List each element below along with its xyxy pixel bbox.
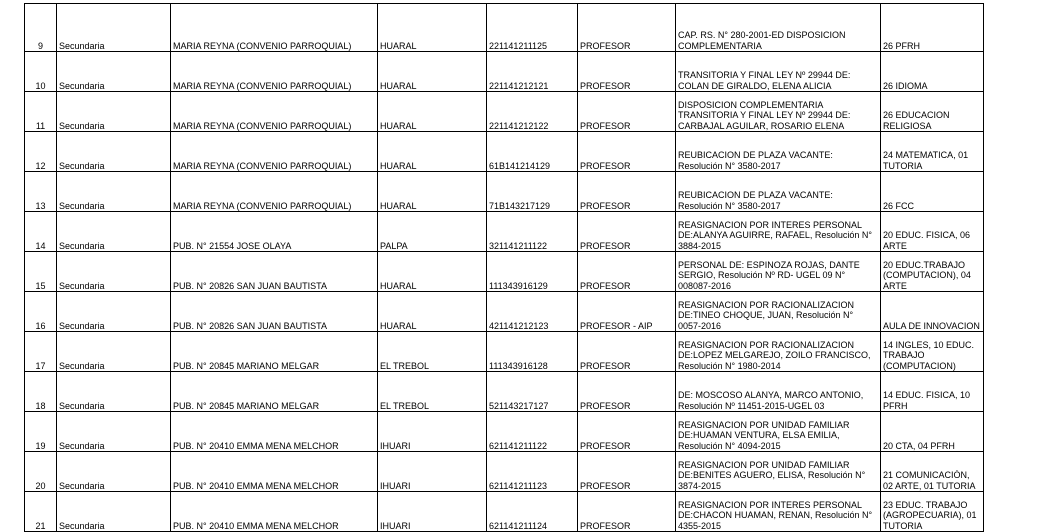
- cell-motivo-text: REASIGNACION POR RACIONALIZACION DE:LOPEZ MELGAREJO, ZOILO FRANCISCO, Resolución N° 1980-2014: [678, 339, 871, 371]
- cell-institucion-text: PUB. N° 20410 EMMA MENA MELCHOR: [173, 520, 339, 531]
- cell-lugar-text: HUARAL: [380, 40, 417, 51]
- cell-cargo: [578, 292, 676, 332]
- cell-codigo-plaza-text: 221141211125: [489, 40, 548, 51]
- cell-number: [25, 332, 57, 372]
- cell-horas-text: 26 FCC: [883, 200, 915, 211]
- cell-horas: [881, 412, 984, 452]
- cell-institucion-text: MARIA REYNA (CONVENIO PARROQUIAL): [173, 80, 352, 91]
- cell-number: [25, 412, 57, 452]
- cell-nivel-text: Secundaria: [59, 440, 105, 451]
- cell-nivel: [57, 52, 171, 92]
- cell-codigo-plaza: [487, 172, 578, 212]
- cell-cargo-text: PROFESOR: [580, 160, 631, 171]
- cell-number: [25, 372, 57, 412]
- cell-nivel-text: Secundaria: [59, 120, 105, 131]
- cell-lugar: [378, 252, 487, 292]
- cell-motivo: [676, 252, 881, 292]
- cell-number: [25, 92, 57, 132]
- cell-codigo-plaza: [487, 412, 578, 452]
- cell-horas: [881, 52, 984, 92]
- cell-horas: [881, 212, 984, 252]
- cell-institucion: [171, 212, 378, 252]
- cell-cargo-text: PROFESOR: [580, 480, 631, 491]
- cell-lugar-text: HUARAL: [380, 120, 417, 131]
- table-row: [25, 492, 984, 532]
- cell-institucion: [171, 372, 378, 412]
- table-row: [25, 452, 984, 492]
- cell-motivo-text: REASIGNACION POR UNIDAD FAMILIAR DE:BENITES AGUERO, ELISA, Resolución N° 3874-2015: [678, 459, 866, 491]
- cell-number: [25, 4, 57, 52]
- cell-number-text: 19: [35, 440, 46, 451]
- cell-horas: [881, 372, 984, 412]
- cell-institucion-text: MARIA REYNA (CONVENIO PARROQUIAL): [173, 200, 352, 211]
- cell-nivel-text: Secundaria: [59, 200, 105, 211]
- cell-codigo-plaza: [487, 492, 578, 532]
- cell-institucion-text: PUB. N° 20845 MARIANO MELGAR: [173, 400, 320, 411]
- cell-number-text: 15: [35, 280, 46, 291]
- cell-codigo-plaza-text: 421141212123: [489, 320, 549, 331]
- cell-codigo-plaza: [487, 372, 578, 412]
- cell-nivel: [57, 132, 171, 172]
- cell-number-text: 10: [35, 80, 46, 91]
- cell-number: [25, 212, 57, 252]
- cell-institucion: [171, 412, 378, 452]
- cell-lugar: [378, 52, 487, 92]
- cell-number-text: 17: [35, 360, 46, 371]
- cell-institucion-text: PUB. N° 20410 EMMA MENA MELCHOR: [173, 440, 339, 451]
- table-row: [25, 292, 984, 332]
- cell-nivel-text: Secundaria: [59, 360, 105, 371]
- cell-nivel: [57, 412, 171, 452]
- cell-lugar: [378, 92, 487, 132]
- cell-institucion-text: PUB. N° 20410 EMMA MENA MELCHOR: [173, 480, 339, 491]
- cell-horas-text: 26 EDUCACION RELIGIOSA: [883, 110, 950, 131]
- plazas-table: [24, 3, 984, 532]
- cell-nivel-text: Secundaria: [59, 480, 105, 491]
- cell-nivel: [57, 292, 171, 332]
- cell-codigo-plaza-text: 321141211122: [489, 240, 548, 251]
- cell-number-text: 21: [35, 520, 46, 531]
- cell-codigo-plaza-text: 621141211123: [489, 480, 548, 491]
- cell-nivel: [57, 332, 171, 372]
- cell-nivel-text: Secundaria: [59, 160, 105, 171]
- cell-cargo-text: PROFESOR: [580, 440, 631, 451]
- cell-horas-text: 20 CTA, 04 PFRH: [883, 440, 955, 451]
- cell-number-text: 11: [35, 120, 46, 131]
- cell-lugar-text: IHUARI: [380, 440, 411, 451]
- cell-number-text: 14: [35, 240, 46, 251]
- cell-nivel: [57, 252, 171, 292]
- cell-lugar: [378, 492, 487, 532]
- cell-motivo: [676, 4, 881, 52]
- cell-lugar-text: HUARAL: [380, 200, 417, 211]
- cell-number: [25, 452, 57, 492]
- cell-lugar-text: PALPA: [380, 240, 408, 251]
- table-row: [25, 4, 984, 52]
- cell-codigo-plaza: [487, 52, 578, 92]
- cell-horas: [881, 252, 984, 292]
- cell-motivo: [676, 132, 881, 172]
- cell-codigo-plaza-text: 521143217127: [489, 400, 549, 411]
- cell-number-text: 12: [35, 160, 46, 171]
- cell-nivel-text: Secundaria: [59, 240, 105, 251]
- cell-codigo-plaza-text: 621141211122: [489, 440, 548, 451]
- cell-nivel: [57, 4, 171, 52]
- cell-lugar-text: HUARAL: [380, 320, 417, 331]
- cell-motivo: [676, 92, 881, 132]
- table-row: [25, 252, 984, 292]
- cell-horas-text: 20 EDUC.TRABAJO (COMPUTACION), 04 ARTE: [883, 259, 971, 291]
- cell-horas: [881, 4, 984, 52]
- cell-horas-text: 23 EDUC. TRABAJO (AGROPECUARIA), 01 TUTORIA: [883, 499, 977, 531]
- cell-motivo-text: DISPOSICION COMPLEMENTARIA TRANSITORIA Y FINAL LEY Nº 29944 DE: CARBAJAL AGUILAR, ROSARIO ELENA: [678, 99, 851, 131]
- cell-institucion: [171, 52, 378, 92]
- cell-horas: [881, 492, 984, 532]
- cell-lugar-text: HUARAL: [380, 280, 417, 291]
- cell-horas-text: 14 EDUC. FISICA, 10 PFRH: [883, 390, 971, 411]
- cell-lugar-text: EL TREBOL: [380, 400, 430, 411]
- cell-horas: [881, 132, 984, 172]
- cell-codigo-plaza-text: 111343916128: [489, 360, 548, 371]
- cell-codigo-plaza: [487, 452, 578, 492]
- cell-number-text: 20: [35, 480, 46, 491]
- cell-cargo-text: PROFESOR: [580, 360, 631, 371]
- cell-cargo: [578, 372, 676, 412]
- cell-codigo-plaza: [487, 252, 578, 292]
- cell-horas-text: AULA DE INNOVACION: [883, 320, 980, 331]
- cell-institucion: [171, 492, 378, 532]
- cell-cargo: [578, 212, 676, 252]
- cell-motivo-text: REASIGNACION POR INTERES PERSONAL DE:ALANYA AGUIRRE, RAFAEL, Resolución N° 3884-2015: [678, 219, 873, 251]
- table-row: [25, 412, 984, 452]
- cell-cargo-text: PROFESOR - AIP: [580, 320, 653, 331]
- cell-cargo: [578, 252, 676, 292]
- cell-institucion-text: PUB. N° 21554 JOSE OLAYA: [173, 240, 292, 251]
- cell-lugar: [378, 4, 487, 52]
- table-row: [25, 332, 984, 372]
- cell-number-text: 16: [35, 320, 46, 331]
- cell-codigo-plaza-text: 621141211124: [489, 520, 548, 531]
- cell-horas: [881, 172, 984, 212]
- cell-institucion: [171, 172, 378, 212]
- table-body: [25, 4, 984, 532]
- cell-motivo-text: DE: MOSCOSO ALANYA, MARCO ANTONIO, Resolución Nº 11451-2015-UGEL 03: [678, 390, 864, 411]
- cell-lugar-text: HUARAL: [380, 160, 417, 171]
- table-row: [25, 212, 984, 252]
- cell-codigo-plaza: [487, 292, 578, 332]
- cell-cargo: [578, 4, 676, 52]
- cell-codigo-plaza: [487, 4, 578, 52]
- cell-nivel: [57, 492, 171, 532]
- cell-number: [25, 52, 57, 92]
- cell-motivo-text: CAP. RS. N° 280-2001-ED DISPOSICION COMPLEMENTARIA: [678, 30, 846, 51]
- cell-lugar: [378, 132, 487, 172]
- cell-nivel-text: Secundaria: [59, 320, 105, 331]
- cell-motivo-text: REASIGNACION POR INTERES PERSONAL DE:CHACON HUAMAN, RENAN, Resolución N° 4355-2015: [678, 499, 873, 531]
- cell-number-text: 18: [35, 400, 46, 411]
- table-row: [25, 372, 984, 412]
- table-row: [25, 132, 984, 172]
- cell-nivel-text: Secundaria: [59, 280, 105, 291]
- cell-cargo: [578, 92, 676, 132]
- cell-motivo: [676, 52, 881, 92]
- cell-number: [25, 292, 57, 332]
- cell-number: [25, 252, 57, 292]
- cell-codigo-plaza-text: 221141212121: [489, 80, 549, 91]
- cell-horas: [881, 92, 984, 132]
- cell-motivo: [676, 492, 881, 532]
- table-row: [25, 172, 984, 212]
- cell-number-text: 13: [35, 200, 46, 211]
- cell-motivo: [676, 212, 881, 252]
- cell-institucion-text: PUB. N° 20826 SAN JUAN BAUTISTA: [173, 320, 327, 331]
- cell-cargo-text: PROFESOR: [580, 120, 631, 131]
- cell-institucion: [171, 92, 378, 132]
- cell-motivo-text: TRANSITORIA Y FINAL LEY Nº 29944 DE: COLAN DE GIRALDO, ELENA ALICIA: [678, 70, 851, 91]
- cell-horas-text: 20 EDUC. FISICA, 06 ARTE: [883, 230, 971, 251]
- cell-institucion-text: PUB. N° 20826 SAN JUAN BAUTISTA: [173, 280, 327, 291]
- cell-nivel-text: Secundaria: [59, 520, 105, 531]
- cell-nivel-text: Secundaria: [59, 80, 105, 91]
- cell-motivo-text: REASIGNACION POR UNIDAD FAMILIAR DE:HUAMAN VENTURA, ELSA EMILIA, Resolución N° 4094-2015: [678, 419, 850, 451]
- cell-nivel: [57, 92, 171, 132]
- cell-lugar: [378, 332, 487, 372]
- cell-cargo: [578, 452, 676, 492]
- cell-nivel: [57, 172, 171, 212]
- cell-institucion: [171, 252, 378, 292]
- cell-institucion: [171, 132, 378, 172]
- cell-lugar-text: HUARAL: [380, 80, 417, 91]
- cell-nivel: [57, 212, 171, 252]
- cell-cargo: [578, 52, 676, 92]
- cell-cargo: [578, 492, 676, 532]
- cell-motivo-text: REUBICACION DE PLAZA VACANTE: Resolución N° 3580-2017: [678, 150, 833, 171]
- cell-institucion-text: MARIA REYNA (CONVENIO PARROQUIAL): [173, 120, 352, 131]
- cell-cargo: [578, 412, 676, 452]
- cell-institucion-text: PUB. N° 20845 MARIANO MELGAR: [173, 360, 320, 371]
- cell-horas-text: 26 PFRH: [883, 40, 921, 51]
- cell-motivo: [676, 332, 881, 372]
- cell-horas-text: 24 MATEMATICA, 01 TUTORIA: [883, 150, 969, 171]
- cell-lugar: [378, 372, 487, 412]
- cell-lugar-text: IHUARI: [380, 520, 411, 531]
- cell-number: [25, 172, 57, 212]
- cell-cargo: [578, 332, 676, 372]
- cell-motivo-text: PERSONAL DE: ESPINOZA ROJAS, DANTE SERGIO, Resolución Nº RD- UGEL 09 N° 008087-2016: [678, 259, 860, 291]
- cell-codigo-plaza: [487, 132, 578, 172]
- cell-institucion: [171, 452, 378, 492]
- cell-cargo-text: PROFESOR: [580, 200, 631, 211]
- cell-codigo-plaza-text: 221141212122: [489, 120, 549, 131]
- cell-cargo-text: PROFESOR: [580, 520, 631, 531]
- cell-horas: [881, 332, 984, 372]
- cell-number-text: 9: [37, 40, 43, 51]
- cell-nivel: [57, 372, 171, 412]
- cell-nivel-text: Secundaria: [59, 40, 105, 51]
- cell-cargo: [578, 132, 676, 172]
- table-row: [25, 92, 984, 132]
- cell-institucion: [171, 332, 378, 372]
- cell-cargo-text: PROFESOR: [580, 240, 631, 251]
- cell-lugar: [378, 292, 487, 332]
- cell-cargo-text: PROFESOR: [580, 400, 631, 411]
- cell-lugar-text: IHUARI: [380, 480, 411, 491]
- cell-motivo-text: REUBICACION DE PLAZA VACANTE: Resolución N° 3580-2017: [678, 190, 833, 211]
- cell-institucion-text: MARIA REYNA (CONVENIO PARROQUIAL): [173, 40, 352, 51]
- cell-codigo-plaza: [487, 92, 578, 132]
- cell-horas-text: 14 INGLES, 10 EDUC. TRABAJO (COMPUTACION): [883, 339, 975, 371]
- cell-horas: [881, 292, 984, 332]
- cell-number: [25, 492, 57, 532]
- cell-institucion: [171, 292, 378, 332]
- cell-cargo-text: PROFESOR: [580, 280, 631, 291]
- cell-cargo: [578, 172, 676, 212]
- cell-horas: [881, 452, 984, 492]
- cell-codigo-plaza: [487, 332, 578, 372]
- cell-codigo-plaza-text: 71B143217129: [489, 200, 551, 211]
- cell-motivo: [676, 292, 881, 332]
- cell-lugar: [378, 412, 487, 452]
- table-row: [25, 52, 984, 92]
- cell-nivel-text: Secundaria: [59, 400, 105, 411]
- cell-nivel: [57, 452, 171, 492]
- cell-institucion-text: MARIA REYNA (CONVENIO PARROQUIAL): [173, 160, 352, 171]
- cell-number: [25, 132, 57, 172]
- cell-cargo-text: PROFESOR: [580, 80, 631, 91]
- cell-motivo-text: REASIGNACION POR RACIONALIZACION DE:TINEO CHOQUE, JUAN, Resolución N° 0057-2016: [678, 299, 855, 331]
- cell-motivo: [676, 172, 881, 212]
- cell-motivo: [676, 452, 881, 492]
- cell-institucion: [171, 4, 378, 52]
- cell-lugar-text: EL TREBOL: [380, 360, 430, 371]
- cell-lugar: [378, 452, 487, 492]
- cell-cargo-text: PROFESOR: [580, 40, 631, 51]
- cell-codigo-plaza-text: 61B141214129: [489, 160, 551, 171]
- cell-horas-text: 21 COMUNICACIÓN, 02 ARTE, 01 TUTORIA: [883, 470, 976, 491]
- cell-codigo-plaza-text: 111343916129: [489, 280, 548, 291]
- cell-motivo: [676, 412, 881, 452]
- cell-horas-text: 26 IDIOMA: [883, 80, 928, 91]
- cell-motivo: [676, 372, 881, 412]
- cell-lugar: [378, 212, 487, 252]
- cell-lugar: [378, 172, 487, 212]
- cell-codigo-plaza: [487, 212, 578, 252]
